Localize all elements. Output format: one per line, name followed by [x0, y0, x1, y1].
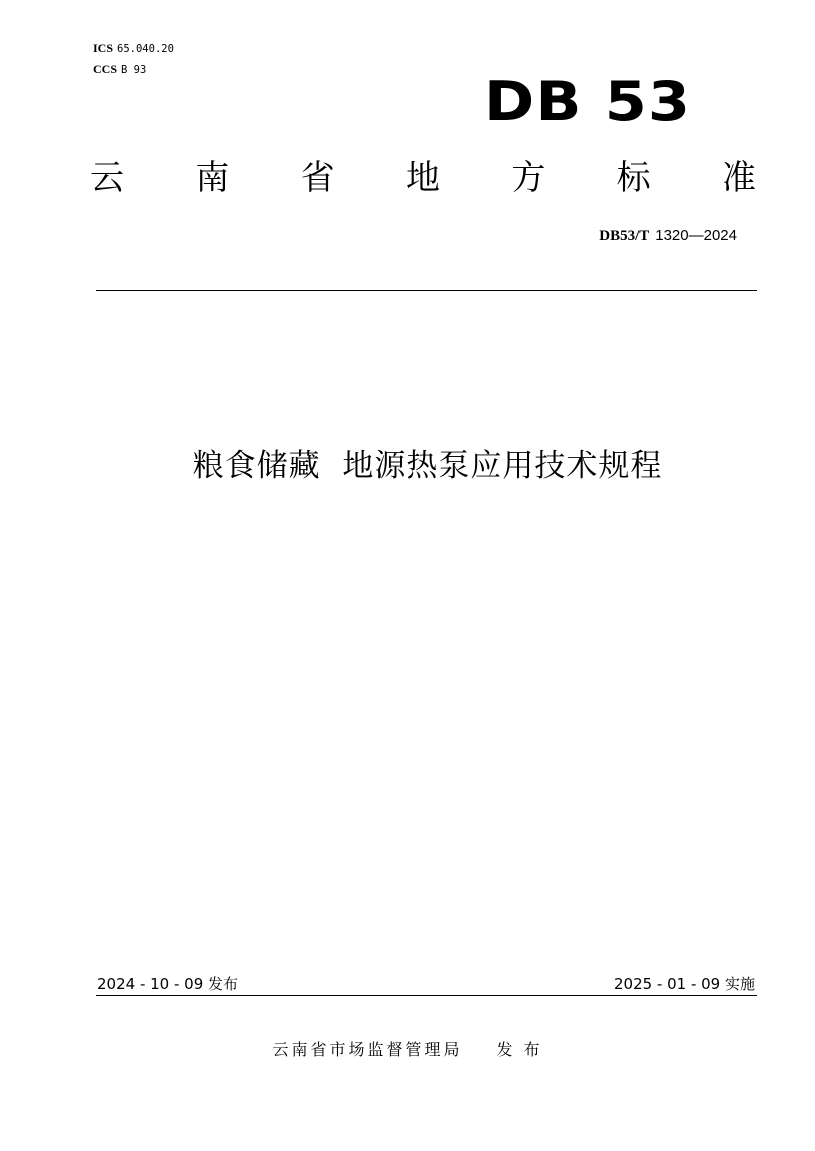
standard-type-char: 地: [405, 158, 440, 198]
standard-number-value: 1320—2024: [655, 227, 737, 244]
ics-code: [93, 40, 174, 57]
publish-date: 2024 - 10 - 09 发布: [97, 975, 239, 993]
publisher-action: 发 布: [496, 1040, 543, 1059]
ccs-code: [93, 61, 146, 78]
standard-type-char: 准: [721, 158, 756, 198]
standard-type-char: 南: [195, 158, 230, 198]
document-title: 粮食储藏 地源热泵应用技术规程: [192, 448, 663, 484]
standard-type-char: 方: [511, 158, 546, 198]
standard-type-char: 标: [616, 158, 651, 198]
standard-number-prefix: DB53/T: [599, 228, 650, 244]
standard-number: [599, 224, 737, 247]
top-divider: [96, 290, 757, 291]
bottom-divider: [96, 995, 757, 996]
db53-logo: DB 53: [484, 70, 692, 133]
publisher-name: 云南省市场监督管理局: [272, 1040, 463, 1059]
ics-value: 65.040.20: [117, 43, 174, 55]
standard-type-char: 云: [90, 158, 124, 198]
ics-label: ICS: [93, 41, 114, 55]
ccs-value: B 93: [121, 64, 147, 76]
ccs-label: CCS: [93, 62, 118, 76]
standard-type-char: 省: [300, 158, 335, 198]
publisher-line: [0, 1038, 815, 1062]
implement-date: 2025 - 01 - 09 实施: [613, 975, 755, 993]
standard-type-heading: [90, 155, 756, 201]
